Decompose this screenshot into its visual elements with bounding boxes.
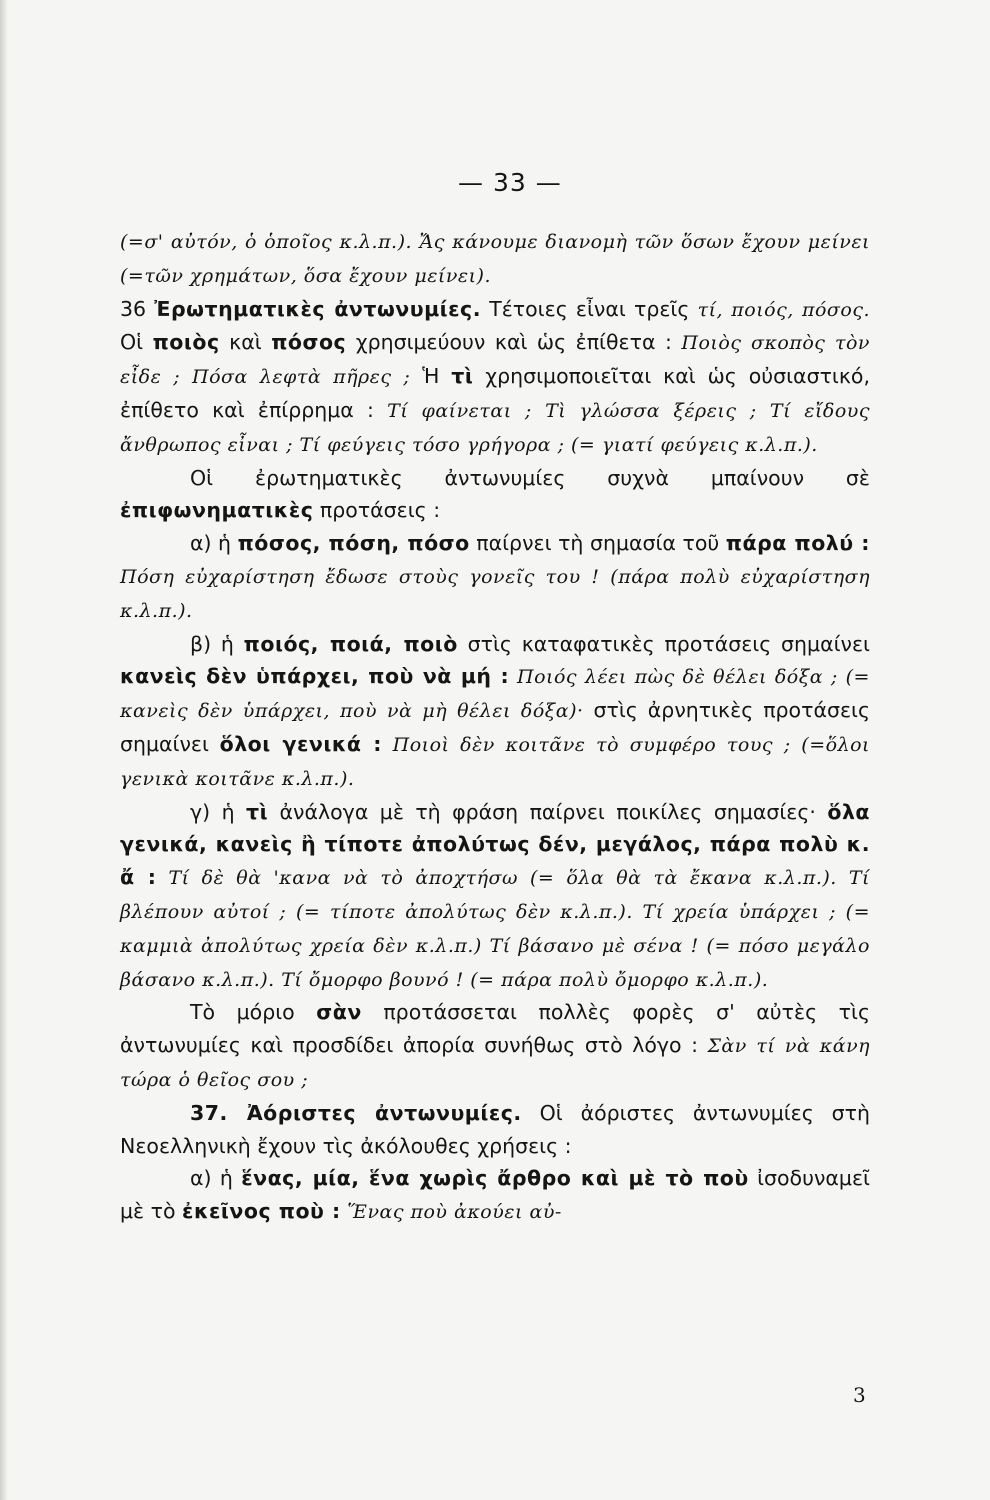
- paragraph-pronoun-example: [120, 225, 870, 293]
- text-run: [156, 865, 168, 889]
- text-run: ἐπιφωνηματικὲς: [120, 498, 314, 523]
- paragraph-section-37: [120, 1097, 870, 1163]
- text-run: Πόση εὐχαρίστηση ἔδωσε στοὺς γονεῖς του ! (πάρα πολὺ εὐχαρίστηση κ.λ.π.).: [120, 565, 870, 622]
- text-run: ποιός, ποιά, ποιὸ: [243, 631, 458, 656]
- page-body: [120, 225, 870, 1229]
- text-run: προτάσεις :: [313, 498, 441, 523]
- paragraph-exclamatory-intro: [120, 462, 870, 528]
- text-run: Οἱ ἀόριστες ἀντωνυμίες στὴ Νεοελληνικὴ ἔχουν τὶς ἀκόλουθες χρήσεις :: [120, 1100, 870, 1158]
- text-run: ἰσοδυναμεῖ μὲ τὸ: [120, 1166, 870, 1224]
- text-run: Ποιός λέει πὼς δὲ θέλει δόξα ; (= κανεὶς δὲν ὑπάρχει, ποὺ νὰ μὴ θέλει δόξα)·: [120, 666, 870, 723]
- section-heading: Ἐρωτηματικὲς ἀντωνυμίες.: [154, 296, 482, 321]
- text-run: τὶ: [451, 364, 474, 389]
- paragraph-item-b: [120, 628, 870, 796]
- text-run: [382, 732, 393, 756]
- page-number: — 33 —: [458, 168, 562, 197]
- text-run: β) ἡ: [190, 631, 244, 656]
- text-run: Ποιὸς σκοπὸς τὸν εἶδε ; Πόσα λεφτὰ πῆρες ;: [120, 332, 870, 389]
- text-run: πάρα πολύ :: [725, 531, 870, 556]
- text-run: ἀνάλογα μὲ τὴ φράση παίρνει ποικίλες σημασίες·: [268, 799, 828, 824]
- text-run: Οἱ ἐρωτηματικὲς ἀντωνυμίες συχνὰ μπαίνουν σὲ: [190, 465, 870, 490]
- text-run: [509, 664, 517, 688]
- paragraph-item-a: [120, 527, 870, 627]
- text-run: Τέτοιες εἶναι τρεῖς: [481, 296, 698, 321]
- text-run: ἐκεῖνος ποὺ :: [182, 1199, 341, 1224]
- text-run: τὶ: [246, 799, 269, 824]
- text-run: Οἱ: [120, 330, 153, 355]
- paragraph-item-a-indefinite: [120, 1162, 870, 1229]
- paragraph-item-c: [120, 796, 870, 997]
- text-run: παίρνει τὴ σημασία τοῦ: [469, 531, 726, 556]
- text-run: καὶ: [219, 330, 272, 355]
- text-run: πόσος: [271, 330, 347, 355]
- text-run: ποιὸς: [152, 330, 220, 355]
- text-run: Τὸ μόριο: [190, 1000, 317, 1025]
- text-run: Τί δὲ θὰ 'κανα νὰ τὸ ἀποχτήσω (= ὅλα θὰ τὰ ἔκανα κ.λ.π.). Τί βλέπουν αὐτοί ; (= τίποτε ἀπολύτως δὲν κ.λ.π.). Τί χρεία ὑπάρχει ; (= καμμιὰ ἀπολύτως χρεία δὲν κ.λ.π.) Τί βάσανο μὲ σένα ! (= πόσο μεγάλο βάσανο κ.λ.π.). Τί ὄμορφο βουνό ! (= πάρα πολὺ ὄμορφο κ.λ.π.).: [120, 867, 870, 991]
- text-run: Ἕνας ποὺ ἀκούει αὐ-: [347, 1201, 562, 1224]
- text-run: σὰν: [316, 1000, 362, 1025]
- paragraph-particle-san: [120, 996, 870, 1096]
- text-run: Τί φαίνεται ; Τὶ γλώσσα ξέρεις ; Τί εἴδους ἄνθρωπος εἶναι ; Τί φεύγεις τόσο γρήγορα ; (= γιατί φεύγεις κ.λ.π.).: [120, 399, 870, 456]
- text-run: στὶς ἀρνητικὲς προτάσεις σημαίνει: [120, 698, 870, 756]
- text-run: Ἡ: [410, 364, 452, 389]
- text-run: κανεὶς δὲν ὑπάρχει, ποὺ νὰ μή :: [120, 664, 510, 689]
- text-run: ὅλα γενικά, κανεὶς ἢ τίποτε ἀπολύτως δέν, μεγάλος, πάρα πολὺ κ. ἄ :: [120, 799, 870, 890]
- text-run: 36: [120, 296, 155, 321]
- text-run: πόσος, πόση, πόσο: [237, 531, 470, 556]
- text-run: ἕνας, μία, ἕνα χωρὶς ἄρθρο καὶ μὲ τὸ ποὺ: [241, 1166, 749, 1191]
- text-run: Σὰν τί νὰ κάνη τώρα ὁ θεῖος σου ;: [120, 1035, 870, 1091]
- text-run: χρησιμοποιεῖται καὶ ὡς οὐσιαστικό, ἐπίθετο καὶ ἐπίρρημα :: [120, 364, 870, 422]
- text-run: τί, ποιός, πόσος.: [697, 298, 871, 321]
- text-run: ὅλοι γενικά :: [219, 731, 382, 756]
- text-run: στὶς καταφατικὲς προτάσεις σημαίνει: [457, 631, 870, 656]
- paragraph-section-36: [120, 293, 870, 462]
- text-run: α) ἡ: [190, 1166, 242, 1191]
- text-run: χρησιμεύουν καὶ ὡς ἐπίθετα :: [346, 330, 682, 355]
- text-run: Ποιοὶ δὲν κοιτᾶνε τὸ συμφέρο τους ; (=ὅλοι γενικὰ κοιτᾶνε κ.λ.π.).: [120, 733, 870, 790]
- page-spine-shadow: [0, 0, 8, 1500]
- text-run: (=σ' αὐτόν, ὁ ὁποῖος κ.λ.π.). Ἄς κάνουμε διανομὴ τῶν ὅσων ἔχουν μείνει (=τῶν χρημάτων, ὅσα ἔχουν μείνει).: [120, 231, 870, 287]
- text-run: γ) ἡ: [190, 799, 247, 824]
- text-run: προτάσσεται πολλὲς φορὲς σ' αὐτὲς τὶς ἀντωνυμίες καὶ προσδίδει ἀπορία συνήθως στὸ λόγο :: [120, 1000, 870, 1058]
- section-heading: 37. Ἀόριστες ἀντωνυμίες.: [190, 1100, 522, 1125]
- sheet-signature-mark: 3: [853, 1383, 866, 1407]
- text-run: α) ἡ: [190, 531, 238, 556]
